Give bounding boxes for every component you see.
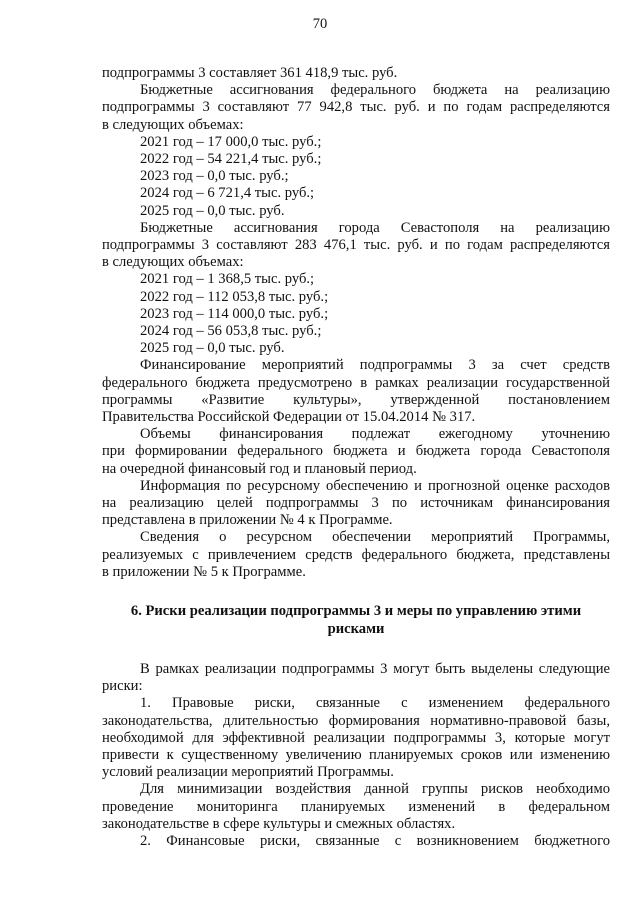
text-line: на реализацию целей подпрограммы 3 по источникам финансирования xyxy=(102,495,610,512)
text-line: Объемы финансирования подлежат ежегодному уточнению xyxy=(140,426,610,443)
text-line: на очередной финансовый год и плановый период. xyxy=(102,460,417,477)
text-line: при формировании федерального бюджета и бюджета города Севастополя xyxy=(102,443,610,460)
text-line: 2. Финансовые риски, связанные с возникновением бюджетного xyxy=(140,832,610,849)
federal-year-line: 2024 год – 6 721,4 тыс. руб.; xyxy=(140,185,315,202)
text-line: представлена в приложении № 4 к Программе. xyxy=(102,512,393,529)
text-line: федерального бюджета предусмотрено в рамках реализации государственной xyxy=(102,374,610,391)
text-line: законодательстве в сфере культуры и смежных областях. xyxy=(102,815,456,832)
text-line: проведение мониторинга планируемых изменений в федеральном xyxy=(102,798,610,815)
page-number: 70 xyxy=(312,16,328,32)
section-heading-line: рисками xyxy=(327,620,385,637)
text-line: подпрограммы 3 составляет 361 418,9 тыс. руб. xyxy=(102,65,398,81)
text-line: Информация по ресурсному обеспечению и прогнозной оценке расходов xyxy=(140,477,610,494)
text-line: 1. Правовые риски, связанные с изменением федерального xyxy=(140,695,610,712)
federal-year-line: 2023 год – 0,0 тыс. руб.; xyxy=(140,168,289,185)
text-line: Бюджетные ассигнования города Севастополя на реализацию xyxy=(140,219,610,236)
text-line: реализуемых с привлечением средств федерального бюджета, представлены xyxy=(102,546,610,563)
text-line: Правительства Российской Федерации от 15.04.2014 № 317. xyxy=(102,409,476,426)
text-line: Финансирование мероприятий подпрограммы 3 за счет средств xyxy=(140,357,610,374)
text-line: Сведения о ресурсном обеспечении мероприятий Программы, xyxy=(140,529,610,546)
section-heading xyxy=(102,603,610,638)
federal-year-line: 2021 год – 17 000,0 тыс. руб.; xyxy=(140,133,322,150)
text-line: Для минимизации воздействия данной группы рисков необходимо xyxy=(140,781,610,798)
text-line: подпрограммы 3 составляют 77 942,8 тыс. руб. и по годам распределяются xyxy=(102,99,610,116)
sevastopol-year-line: 2021 год – 1 368,5 тыс. руб.; xyxy=(140,271,315,288)
text-line: В рамках реализации подпрограммы 3 могут быть выделены следующие xyxy=(140,660,610,677)
text-line: подпрограммы 3 составляют 283 476,1 тыс. руб. и по годам распределяются xyxy=(102,237,610,254)
text-line: в следующих объемах: xyxy=(102,116,244,133)
sevastopol-year-line: 2024 год – 56 053,8 тыс. руб.; xyxy=(140,323,322,340)
sevastopol-year-line: 2025 год – 0,0 тыс. руб. xyxy=(140,340,285,357)
text-line: в приложении № 5 к Программе. xyxy=(102,563,306,580)
text-line: риски: xyxy=(102,678,143,695)
text-line: законодательства, длительностью формирования нормативно-правовой базы, xyxy=(102,712,610,729)
federal-year-line: 2022 год – 54 221,4 тыс. руб.; xyxy=(140,151,322,168)
section-heading-line: 6. Риски реализации подпрограммы 3 и меры по управлению этими xyxy=(130,603,582,620)
text-line: необходимой для эффективной реализации подпрограммы 3, которые могут xyxy=(102,729,610,746)
text-line: условий реализации мероприятий Программы. xyxy=(102,764,394,781)
text-line: программы «Развитие культуры», утвержденной постановлением xyxy=(102,391,610,408)
sevastopol-year-line: 2022 год – 112 053,8 тыс. руб.; xyxy=(140,288,329,305)
federal-year-line: 2025 год – 0,0 тыс. руб. xyxy=(140,202,285,219)
sevastopol-year-line: 2023 год – 114 000,0 тыс. руб.; xyxy=(140,305,329,322)
page-content xyxy=(102,65,610,850)
text-line: привести к существенному увеличению планируемых сроков или изменению xyxy=(102,746,610,763)
text-line: в следующих объемах: xyxy=(102,254,244,271)
text-line: Бюджетные ассигнования федерального бюджета на реализацию xyxy=(140,82,610,99)
